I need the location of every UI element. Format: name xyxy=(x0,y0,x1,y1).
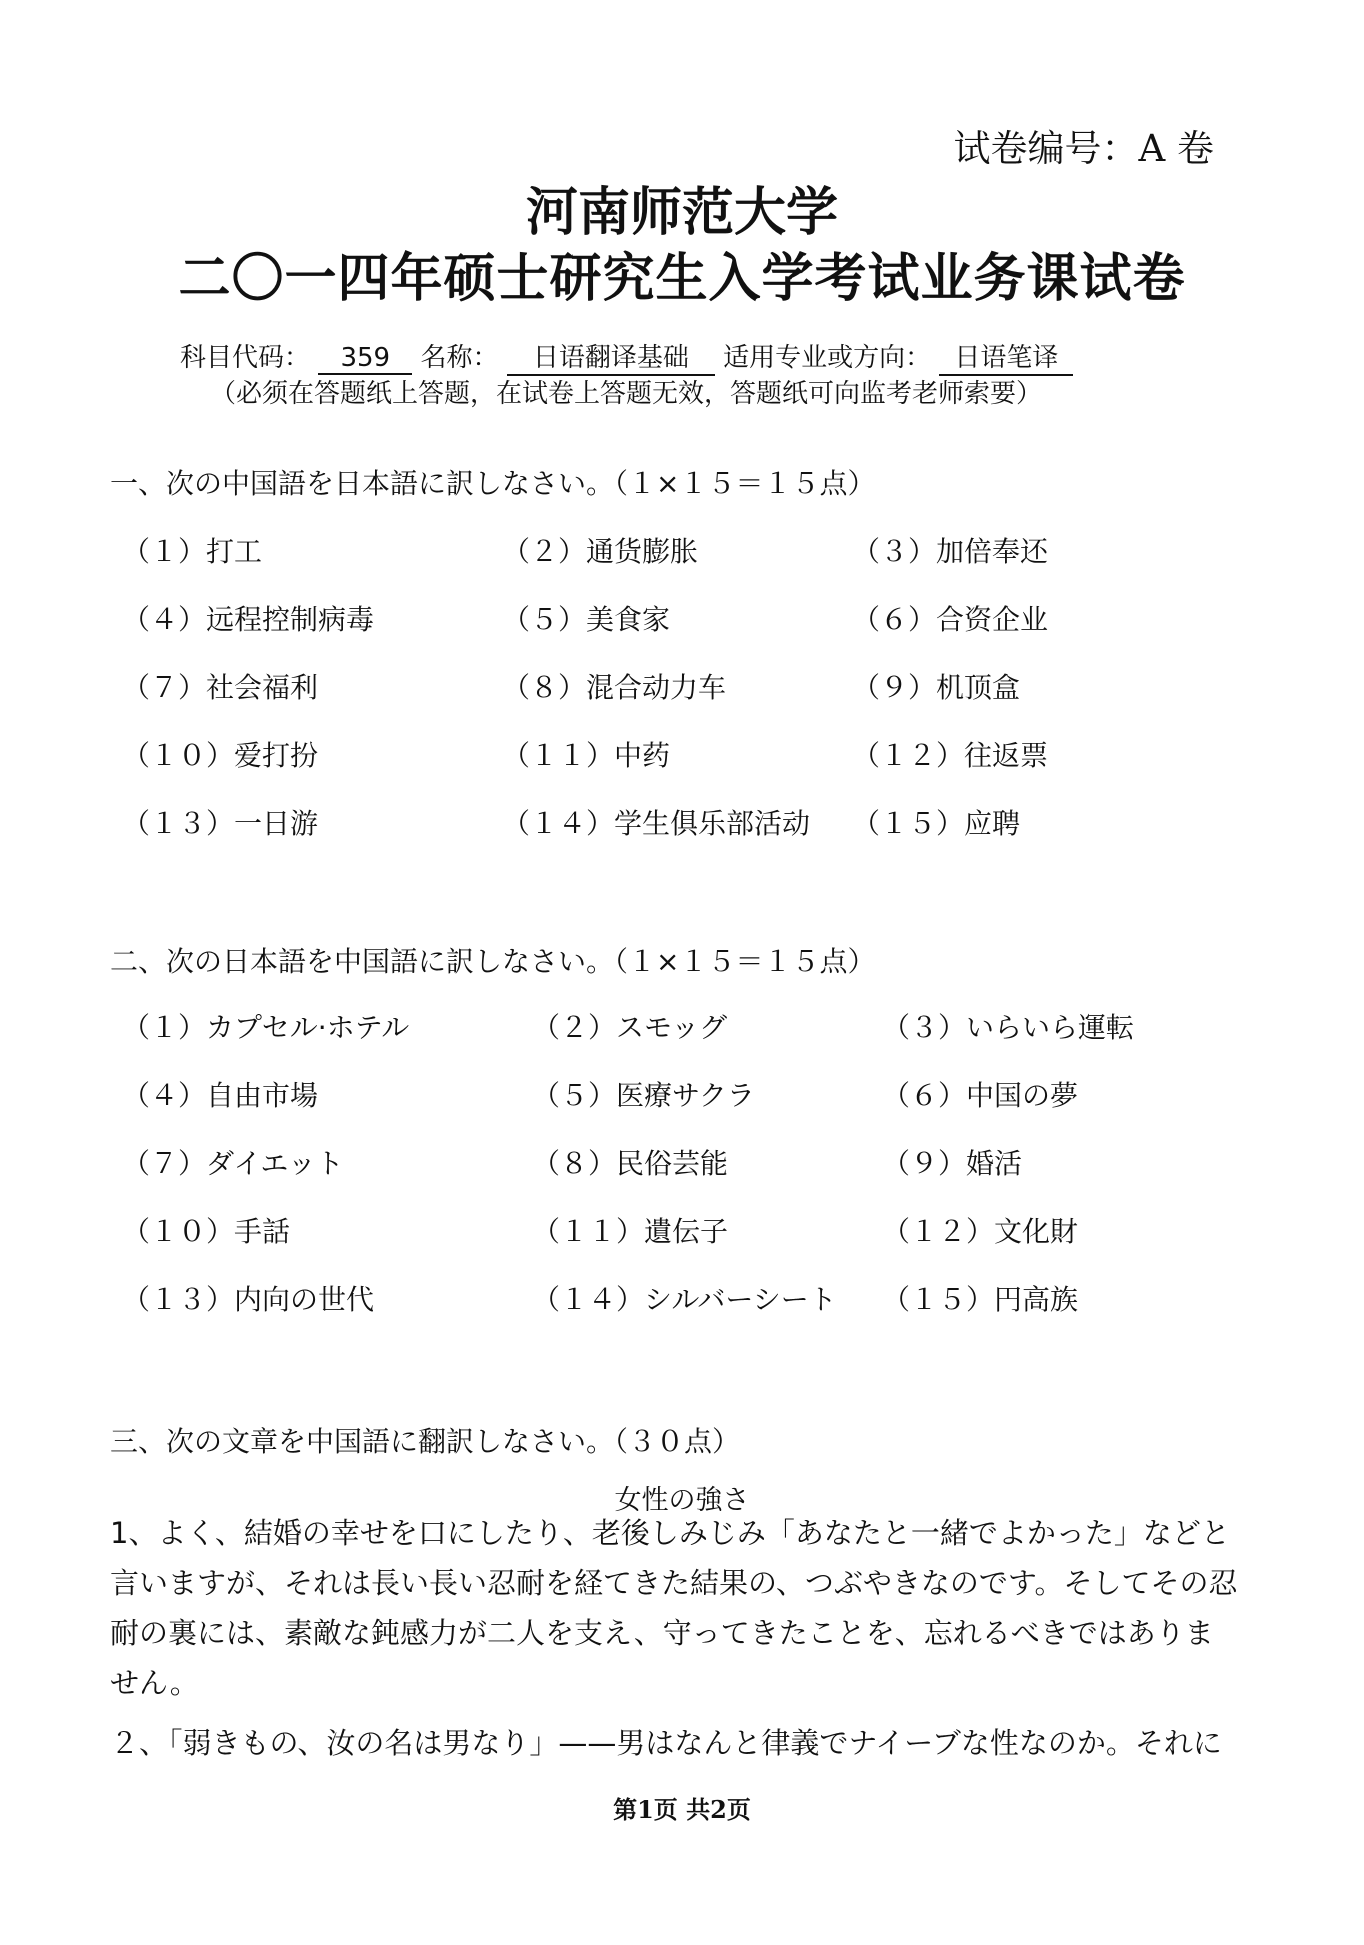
section2-heading: 二、次の日本語を中国語に訳しなさい。（１×１５＝１５点） xyxy=(110,945,876,978)
page-number: 第1页 共2页 xyxy=(613,1795,751,1824)
list-item: （８）民俗芸能 xyxy=(532,1147,729,1180)
subject-info xyxy=(180,337,1073,376)
university-name: 河南师范大学 xyxy=(525,183,838,243)
passage-title: 女性の強さ xyxy=(614,1485,750,1516)
name-label: 名称： xyxy=(420,343,499,373)
list-item: （２）通货膨胀 xyxy=(502,535,699,568)
list-item: （４）远程控制病毒 xyxy=(122,603,375,636)
list-item: （１０）爱打扮 xyxy=(122,739,319,772)
list-item: （１４）学生俱乐部活动 xyxy=(502,807,811,840)
list-item: （３）いらいら運転 xyxy=(882,1011,1135,1044)
list-item: （１）カプセル·ホテル xyxy=(122,1011,410,1044)
list-item: （７）社会福利 xyxy=(122,671,319,704)
paper-number: 试卷编号：A 卷 xyxy=(953,127,1214,170)
list-item: （１４）シルバーシート xyxy=(532,1283,837,1316)
list-item: （１３）一日游 xyxy=(122,807,319,840)
passage-paragraph-2: ２、「弱きもの、汝の名は男なり」——男はなんと律義でナイーブな性なのか。それに xyxy=(110,1726,1222,1760)
list-item: （４）自由市場 xyxy=(122,1079,319,1112)
list-item: （６）合资企业 xyxy=(852,603,1049,636)
section3-heading: 三、次の文章を中国語に翻訳しなさい。（３０点） xyxy=(110,1425,741,1458)
list-item: （２）スモッグ xyxy=(532,1011,728,1044)
list-item: （６）中国の夢 xyxy=(882,1079,1079,1112)
exam-title: 二〇一四年硕士研究生入学考试业务课试卷 xyxy=(178,249,1186,309)
list-item: （９）机顶盒 xyxy=(852,671,1021,704)
list-item: （１２）往返票 xyxy=(852,739,1049,772)
list-item: （５）医療サクラ xyxy=(532,1079,755,1112)
major-label: 适用专业或方向： xyxy=(723,343,932,373)
list-item: （１５）円高族 xyxy=(882,1283,1079,1316)
list-item: （１２）文化財 xyxy=(882,1215,1079,1248)
section1-heading: 一、次の中国語を日本語に訳しなさい。（１×１５＝１５点） xyxy=(110,467,876,500)
list-item: （１１）遺伝子 xyxy=(532,1215,729,1248)
list-item: （１０）手話 xyxy=(122,1215,291,1248)
list-item: （１）打工 xyxy=(122,535,263,568)
notice: （必须在答题纸上答题，在试卷上答题无效，答题纸可向监考老师索要） xyxy=(210,379,1043,409)
code-value: 359 xyxy=(318,343,412,375)
list-item: （７）ダイエット xyxy=(122,1147,344,1180)
passage-paragraph-1: 1、よく、結婚の幸せを口にしたり、老後しみじみ「あなたと一緒でよかった」などと言いますが、それは長い長い忍耐を経てきた結果の、つぶやきなのです。そしてその忍耐の裏には、素敵な鈍感力が二人を支え、守ってきたことを、忘れるべきではありません。 xyxy=(110,1516,1238,1700)
list-item: （９）婚活 xyxy=(882,1147,1023,1180)
list-item: （３）加倍奉还 xyxy=(852,535,1049,568)
list-item: （１５）应聘 xyxy=(852,807,1021,840)
list-item: （５）美食家 xyxy=(502,603,671,636)
list-item: （１３）内向の世代 xyxy=(122,1283,375,1316)
code-label: 科目代码： xyxy=(180,343,311,373)
list-item: （１１）中药 xyxy=(502,739,671,772)
major-value: 日语笔译 xyxy=(939,337,1073,376)
name-value: 日语翻译基础 xyxy=(507,337,715,376)
list-item: （８）混合动力车 xyxy=(502,671,727,704)
